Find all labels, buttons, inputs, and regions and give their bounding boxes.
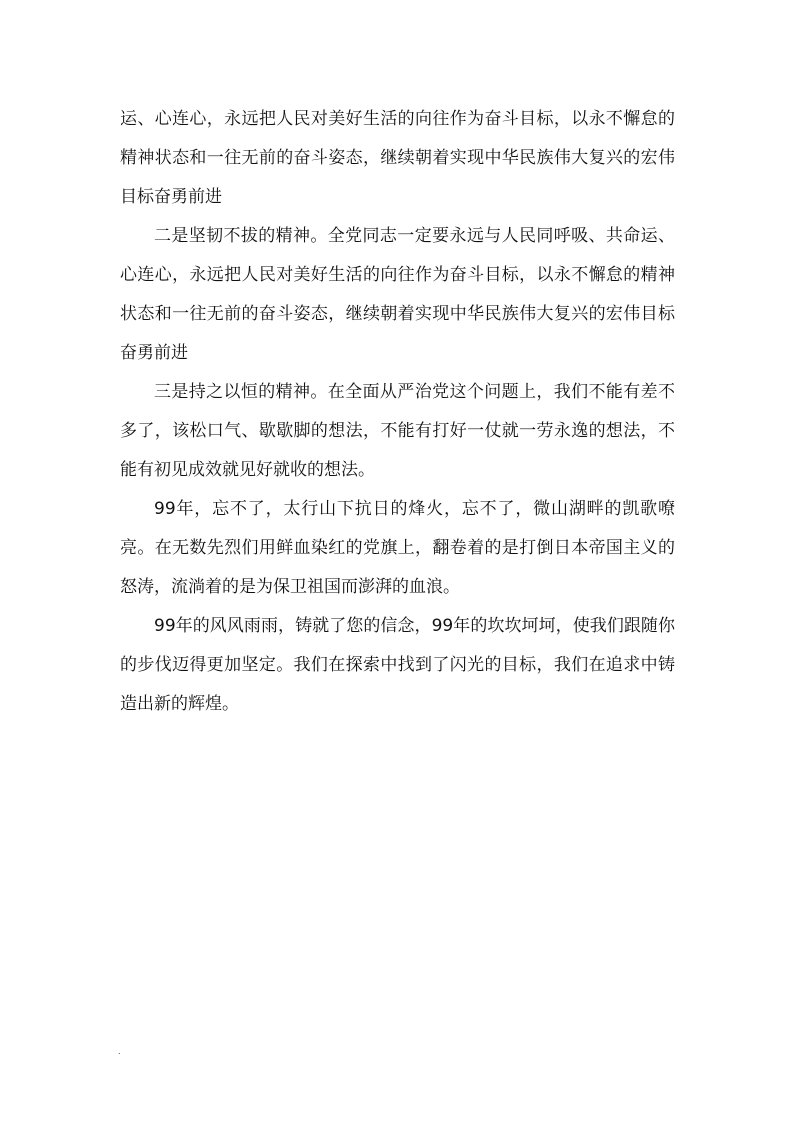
document-body xyxy=(120,100,675,724)
paragraph-5: 99年的风风雨雨，铸就了您的信念，99年的坎坎坷坷，使我们跟随你的步伐迈得更加坚定。我们在探索中找到了闪光的目标，我们在追求中铸造出新的辉煌。 xyxy=(120,616,675,714)
paragraph-1: 运、心连心，永远把人民对美好生活的向往作为奋斗目标，以永不懈怠的精神状态和一往无前的奋斗姿态，继续朝着实现中华民族伟大复兴的宏伟目标奋勇前进 xyxy=(120,109,675,207)
paragraph-2: 二是坚韧不拔的精神。全党同志一定要永远与人民同呼吸、共命运、心连心，永远把人民对美好生活的向往作为奋斗目标，以永不懈怠的精神状态和一往无前的奋斗姿态，继续朝着实现中华民族伟大复兴的宏伟目标奋勇前进 xyxy=(120,226,675,363)
footer-mark: . xyxy=(118,1047,121,1056)
paragraph-4: 99年，忘不了，太行山下抗日的烽火，忘不了，微山湖畔的凯歌嘹亮。在无数先烈们用鲜血染红的党旗上，翻卷着的是打倒日本帝国主义的怒涛，流淌着的是为保卫祖国而澎湃的血浪。 xyxy=(120,499,675,597)
paragraph-3: 三是持之以恒的精神。在全面从严治党这个问题上，我们不能有差不多了，该松口气、歇歇脚的想法，不能有打好一仗就一劳永逸的想法，不能有初见成效就见好就收的想法。 xyxy=(120,382,675,480)
